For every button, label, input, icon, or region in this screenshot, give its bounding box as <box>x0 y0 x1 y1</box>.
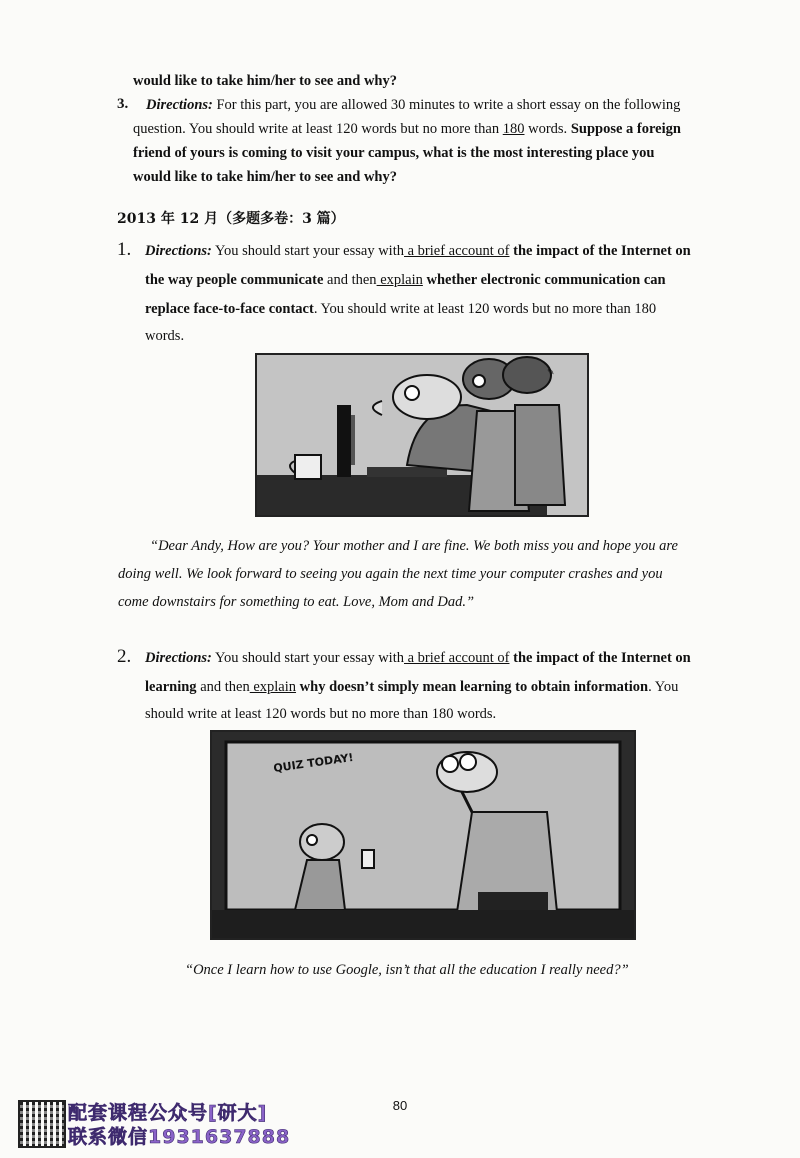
cartoon-computer-son <box>255 353 589 517</box>
q1-line3 <box>145 300 656 318</box>
svg-text:✎: ✎ <box>547 368 555 378</box>
cartoon-computer-son-drawing <box>257 355 587 515</box>
q2-line1-underline: a brief account of <box>404 650 510 666</box>
q3-line1-text: For this part, you are allowed 30 minutes to write a short essay on the following <box>212 97 681 113</box>
q3-number: 3. <box>117 96 129 112</box>
q1-quote-line1: “Dear Andy, How are you? Your mother and I are fine. We both miss you and hope you are <box>150 538 678 554</box>
q1-line1-bold: the impact of the Internet on <box>509 243 691 259</box>
q3-directions-label: Directions: <box>146 97 213 113</box>
q3-line1 <box>146 96 680 114</box>
q2-line2-bold2: why doesn’t simply mean learning to obtain information <box>296 679 649 695</box>
q1-line2-bold: the way people communicate <box>145 272 324 288</box>
q1-line4: words. <box>145 328 185 344</box>
q1-quote-line3: come downstairs for something to eat. Love, Mom and Dad.” <box>118 594 475 610</box>
q2-number: 2. <box>117 646 132 667</box>
q1-line2-a: and then <box>323 272 377 288</box>
q1-line3-bold: replace face-to-face contact <box>145 301 314 317</box>
page-number: 80 <box>392 1098 408 1113</box>
q1-line1-underline: a brief account of <box>404 243 510 259</box>
q3-line4: would like to take him/her to see and why? <box>133 169 397 185</box>
promo-line2: 联系微信1931637888 <box>68 1126 291 1148</box>
q3-line3: friend of yours is coming to visit your campus, what is the most interesting place you <box>133 145 655 161</box>
q1-line3-a: . You should write at least 120 words but no more than 180 <box>313 301 657 317</box>
q2-line2-a: and then <box>196 679 250 695</box>
q1-line2-bold2: whether electronic communication can <box>422 272 666 288</box>
q2-line2-c: . You <box>648 679 679 695</box>
q3-line2-text-b: words. <box>524 121 571 137</box>
q3-line2-bold: Suppose a foreign <box>570 121 681 137</box>
q2-directions-label: Directions: <box>145 650 212 666</box>
q1-line1-a: You should start your essay with <box>211 243 404 259</box>
q2-line2-underline: explain <box>249 679 297 695</box>
q1-number: 1. <box>117 239 132 260</box>
q2-line3: should write at least 120 words but no more than 180 words. <box>145 706 497 722</box>
q2-line2-bold: learning <box>145 679 197 695</box>
qr-code-icon <box>18 1100 66 1148</box>
q1-line2-underline: explain <box>376 272 423 288</box>
q2-quote: “Once I learn how to use Google, isn’t that all the education I really need?” <box>185 962 629 978</box>
q3-line2 <box>133 120 681 138</box>
cartoon-classroom-drawing <box>212 732 634 938</box>
blackboard-text: QUIZ TODAY! <box>272 750 355 775</box>
q3-prev-tail: would like to take him/her to see and why? <box>133 73 397 89</box>
q2-line1 <box>145 649 691 667</box>
section-heading: 2013 年 12 月（多题多卷：3 篇） <box>117 211 345 227</box>
q1-directions-label: Directions: <box>145 243 212 259</box>
cartoon-classroom <box>210 730 636 940</box>
q1-line2 <box>145 271 666 289</box>
q2-line1-a: You should start your essay with <box>211 650 404 666</box>
q2-line2 <box>145 678 678 696</box>
promo-line1: 配套课程公众号[研大] <box>68 1102 268 1124</box>
q3-line2-text: question. You should write at least 120 words but no more than <box>133 121 503 137</box>
q1-line1 <box>145 242 691 260</box>
q3-word-limit: 180 <box>502 121 525 137</box>
q2-line1-bold: the impact of the Internet on <box>509 650 691 666</box>
promo-watermark <box>18 1098 318 1148</box>
q1-quote-line2: doing well. We look forward to seeing you again the next time your computer crashes and you <box>118 566 663 582</box>
